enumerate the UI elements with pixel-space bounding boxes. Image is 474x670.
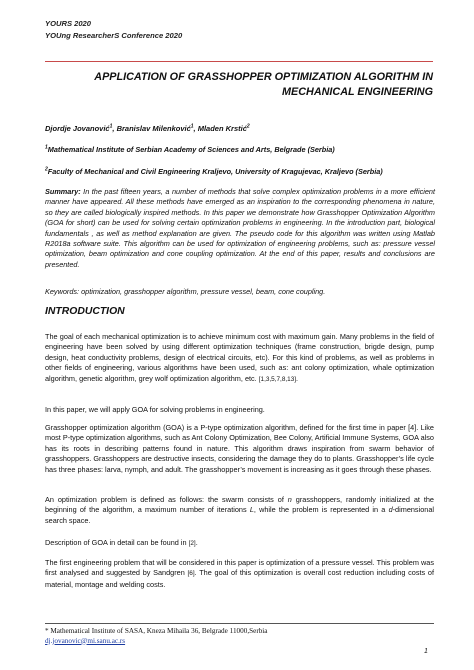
affiliation-1-mark: 1 [45,144,48,151]
footnote-address [45,627,268,637]
footnote-rule [45,623,434,624]
affiliation-2-mark: 2 [45,166,48,173]
author-separator: , [193,124,198,133]
footnote-text: Mathematical Institute of SASA, Kneza Mihaila 36, Belgrade 11000,Serbia [50,627,268,635]
author-2: Branislav Milenković [116,124,191,133]
paragraph-6 [45,558,434,590]
abstract-label: Summary: [45,187,81,196]
footnote [45,627,268,646]
citation: [1,3,5,7,8,13] [258,375,297,383]
page-number: 1 [424,648,428,655]
paragraph-6-text: The first engineering problem that will be considered in this paper is optimization of a pressure vessel. This problem was first analysed and suggested by Sandgren [45,558,434,578]
paragraph-1 [45,332,434,385]
keywords: Keywords: optimization, grasshopper algorithm, pressure vessel, beam, cone coupling. [45,287,326,296]
variable-n: n [287,495,292,504]
variable-L: L [249,505,254,515]
author-1: Djordje Jovanović [45,124,110,133]
affiliation-2-text: Faculty of Mechanical and Civil Engineering Kraljevo, University of Kragujevac, Kraljevo (Serbia) [47,167,383,176]
header-rule [45,61,433,62]
paragraph-5-text: Description of GOA in detail can be found in [45,538,189,547]
affiliation-2 [45,167,383,176]
author-3: Mladen Krstić [197,124,247,133]
paragraph-4-text-c: , while the problem is represented in a [253,505,389,515]
footnote-mark: * [45,627,51,635]
title-line-2: MECHANICAL ENGINEERING [282,86,433,98]
paragraph-5-end: . [195,538,198,547]
title-line-1: APPLICATION OF GRASSHOPPER OPTIMIZATION ALGORITHM IN [94,71,433,83]
paragraph-2: In this paper, we will apply GOA for solving problems in engineering. [45,405,265,414]
citation: [2] [188,540,196,547]
paragraph-4-text-e: -dimensional search space. [45,505,434,525]
variable-d: d [388,505,393,515]
affiliation-1 [45,145,335,154]
author-3-affiliation: 2 [246,123,250,130]
paragraph-5 [45,538,434,549]
paragraph-1-text: The goal of each mechanical optimization is to achieve minimum cost with maximum gain. Many problems in the field of engineering have been solved by using different optimization techniques (frame construction, brigde design, pump design, heat conductivity problems, design of electrical circuits, etc). For this kind of problems, as well as problems in other fields of engineering, various algorithms have been used, such as: ant colony optimization, whale optimization algorithm, genetic algorithm, grey wolf optimization algorithm, etc. [45,332,434,383]
paragraph-1-end: . [296,373,299,383]
author-separator: , [112,124,117,133]
conference-acronym: YOURS 2020 [45,19,92,28]
author-1-affiliation: 1 [109,123,113,130]
paper-title [60,70,433,100]
paragraph-4 [45,495,434,526]
author-list [45,124,250,133]
author-2-affiliation: 1 [190,123,194,130]
paragraph-3: Grasshopper optimization algorithm (GOA) is a P-type optimization algorithm, defined for the first time in paper [4]. Like most P-type optimization algorithms, such as Ant Colony Optimization, Bee Colony, Artificial Immune Systems, GOA also has its roots in describing patterns found in nature. This algorithm draws inspiration from swarm behavior of grasshoppers. Grasshoppers are destructive insects, considering the damage they do to plants. Grasshopper’s life cycle has three phases: larva, nymph, and adult. The grasshopper’s movement is increasing as it goes through these phases. [45,423,434,474]
conference-name: YOUng ResearcherS Conference 2020 [45,31,183,40]
section-heading: INTRODUCTION [45,306,125,317]
abstract [45,187,435,270]
paragraph-4-text-a: An optimization problem is defined as follows: the swarm consists of [45,495,288,504]
abstract-text: In the past fifteen years, a number of methods that solve complex optimization problems in a more efficient manner have appeared. All these methods have emerged as an inspiration to the corresponding phenomena in nature, so they are called biologically inspired methods. In this paper we demonstrate how Grasshopper Optimization Algorithm (GOA for short) can be used for solving certain optimization problems in engineering. In the introduction part, biological fundamentals , as well as method explanation are given. The pseudo code for this algorithm was written using Matlab R2018a software suite. This algorithm can be used for optimization of engineering problems, such as: pressure vessel optimization, beam optimization and cone coupling optimization. At the end of this paper, results and conclusions are presented. [45,187,435,269]
affiliation-1-text: Mathematical Institute of Serbian Academy of Sciences and Arts, Belgrade (Serbia) [47,145,335,154]
paragraph-6-end: . The goal of this optimization is overall cost reduction including costs of material, montage and welding costs. [45,568,434,589]
paragraph-4-text-b: grasshoppers, randomly initialized at the beginning of the algorithm, a maximum number of iterations [45,495,434,515]
email-link[interactable]: dj.jovanovic@mi.sanu.ac.rs [45,636,126,645]
citation: [6] [187,570,195,578]
